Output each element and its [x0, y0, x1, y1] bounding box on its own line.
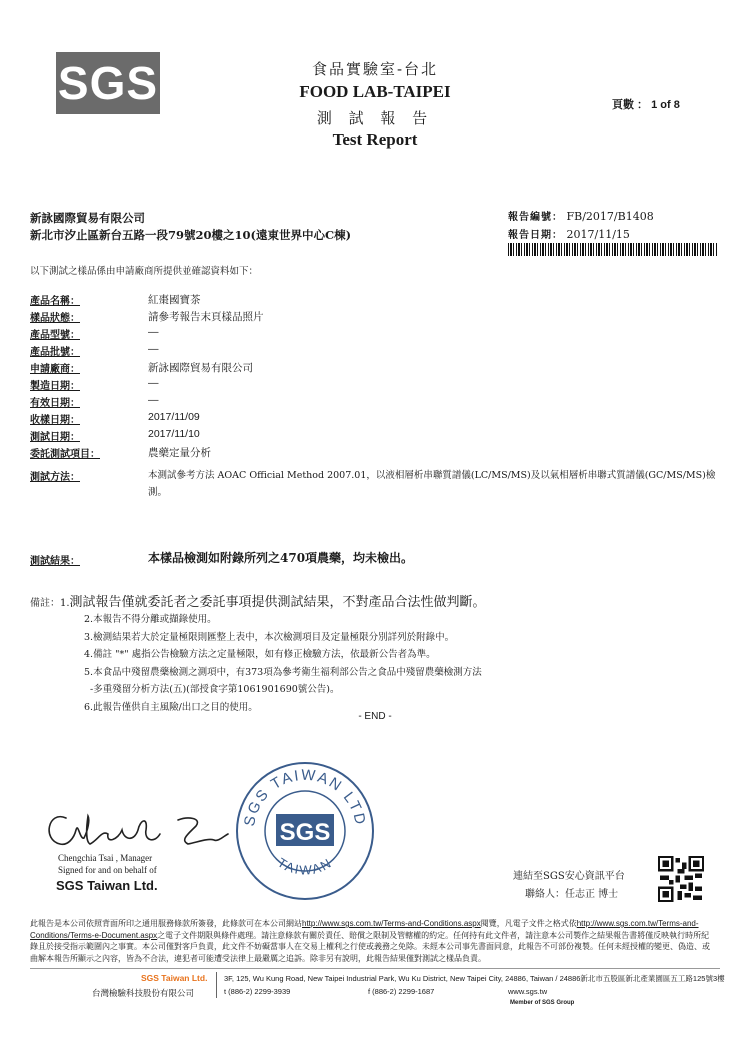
- intro-text: 以下測試之樣品係由申請廠商所提供並確認資料如下：: [30, 266, 259, 277]
- footer-phone: t (886-2) 2299-3939: [224, 987, 291, 996]
- report-no: FB/2017/B1408: [566, 210, 654, 223]
- report-date: 2017/11/15: [566, 228, 630, 241]
- signer-company: SGS Taiwan Ltd.: [56, 878, 158, 893]
- contact-person: 聯絡人：任志正 博士: [525, 889, 619, 900]
- page-number: 頁數 ： 1 of 8: [612, 99, 680, 111]
- footer-fax: f (886-2) 2299-1687: [368, 987, 435, 996]
- note-main: 備註：1.測試報告僅就委託者之委託事項提供測試結果，不對產品合法性做判斷。: [30, 595, 486, 610]
- svg-text:Chengchia Tsai: Chengchia Tsai: [138, 840, 146, 841]
- note-item: 3.檢測結果若大於定量極限則匯整上表中，本次檢測項目及定量極限分別詳列於附錄中。: [84, 631, 455, 643]
- report-title-en: Test Report: [332, 130, 418, 149]
- note-item: 4.備註 "*" 處指公告檢驗方法之定量極限，如有修正檢驗方法，依最新公告者為準。: [84, 649, 436, 660]
- footer-website[interactable]: www.sgs.tw: [508, 987, 548, 996]
- signed-for: Signed for and on behalf of: [58, 865, 157, 875]
- client-block: [30, 210, 351, 244]
- note-item: 5.本食品中殘留農藥檢測之測項中，有373項為參考衛生福利部公告之食品中殘留農藥檢測方法: [84, 666, 482, 678]
- svg-text:SGS: SGS: [279, 819, 331, 846]
- footer-company-en: SGS Taiwan Ltd.: [141, 973, 208, 983]
- test-method-text: 本測試參考方法 AOAC Official Method 2007.01，以液相層析串聯質譜儀(LC/MS/MS)及以氣相層析串聯式質譜儀(GC/MS/MS)檢測。: [148, 470, 716, 498]
- footer-divider: [30, 968, 720, 969]
- qr-code-icon: [658, 856, 704, 902]
- footer-company-cn: 台灣檢驗科技股份有限公司: [92, 989, 195, 999]
- handwritten-signature: [38, 800, 238, 860]
- client-name: 新詠國際貿易有限公司: [30, 211, 145, 225]
- lab-name-cn: 食品實驗室-台北: [311, 60, 439, 78]
- footer-member: Member of SGS Group: [510, 1000, 575, 1006]
- report-date-label: 報告日期：: [508, 230, 563, 241]
- note-item: 2.本報告不得分離或擷錄使用。: [84, 614, 217, 625]
- terms-link[interactable]: http://www.sgs.com.tw/Terms-and-Conditions.aspx: [302, 919, 481, 928]
- e-document-terms-link[interactable]: http://www.sgs.com.tw/Terms-and-Conditions/Terms-e-Document.aspx: [30, 919, 699, 940]
- note-item: -多重殘留分析方法(五)(部授食字第1061901690號公告)。: [84, 684, 340, 695]
- disclaimer: 此報告是本公司依照背面所印之通用服務條款所簽發，此條款可在本公司網站http://www.sgs.com.tw/Terms-and-Conditions.aspx閱覽，凡電子文件之格式依http://www.sgs.com.tw/Terms-and-Conditions/Terms-e-Document.aspx之電子文件期限與條件處理。請注意條款有關於責任、賠償之限制及管轄權的約定。任何持有此文件者，請注意本公司製作之結果報告書將僅反映執行時所紀錄且於接受指示範圍內之事實。本公司僅對客戶負責，此文件不妨礙當事人在交易上權利之行使或義務之免除。未經本公司事先書面同意，此報告不可部份複製。任何未經授權的變更、偽造、或曲解本報告所顯示之內容，皆為不合法，違犯者可能遭受法律上最嚴厲之追訴。除非另有說明，此報告結果僅對測試之樣品負責。: [30, 919, 710, 963]
- company-stamp: [232, 758, 378, 904]
- sgs-logo: SGS: [56, 52, 160, 114]
- client-address: 新北市汐止區新台五路一段79號20樓之10(遠東世界中心C棟): [30, 228, 352, 242]
- footer-separator: [216, 972, 217, 998]
- lab-name-en: FOOD LAB-TAIPEI: [299, 82, 451, 101]
- barcode: [508, 243, 718, 256]
- signer-name: Chengchia Tsai , Manager: [58, 853, 153, 863]
- svg-text:TAIWAN: TAIWAN: [274, 854, 336, 878]
- report-no-label: 報告編號：: [508, 212, 563, 223]
- notes-list: [84, 611, 482, 716]
- platform-link-text: 連結至SGS安心資訊平台: [513, 871, 625, 882]
- contact-block: [513, 868, 625, 904]
- result-label: 測試結果：: [30, 556, 80, 567]
- report-info: [508, 208, 654, 244]
- svg-text:SGS TAIWAN LTD: SGS TAIWAN LTD: [241, 766, 369, 828]
- end-marker: - END -: [358, 711, 392, 722]
- signer-block: [58, 852, 157, 876]
- report-title-cn: 測 試 報 告: [316, 109, 434, 127]
- footer-address: 3F, 125, Wu Kung Road, New Taipei Industrial Park, Wu Ku District, New Taipei City, 24886, Taiwan / 24886新北市五股區新北產業園區五工路125號3樓: [224, 974, 725, 983]
- result-text: 本樣品檢測如附錄所列之470項農藥，均未檢出。: [148, 551, 414, 565]
- note-item: 6.此報告僅供自主風險/出口之目的使用。: [84, 701, 258, 713]
